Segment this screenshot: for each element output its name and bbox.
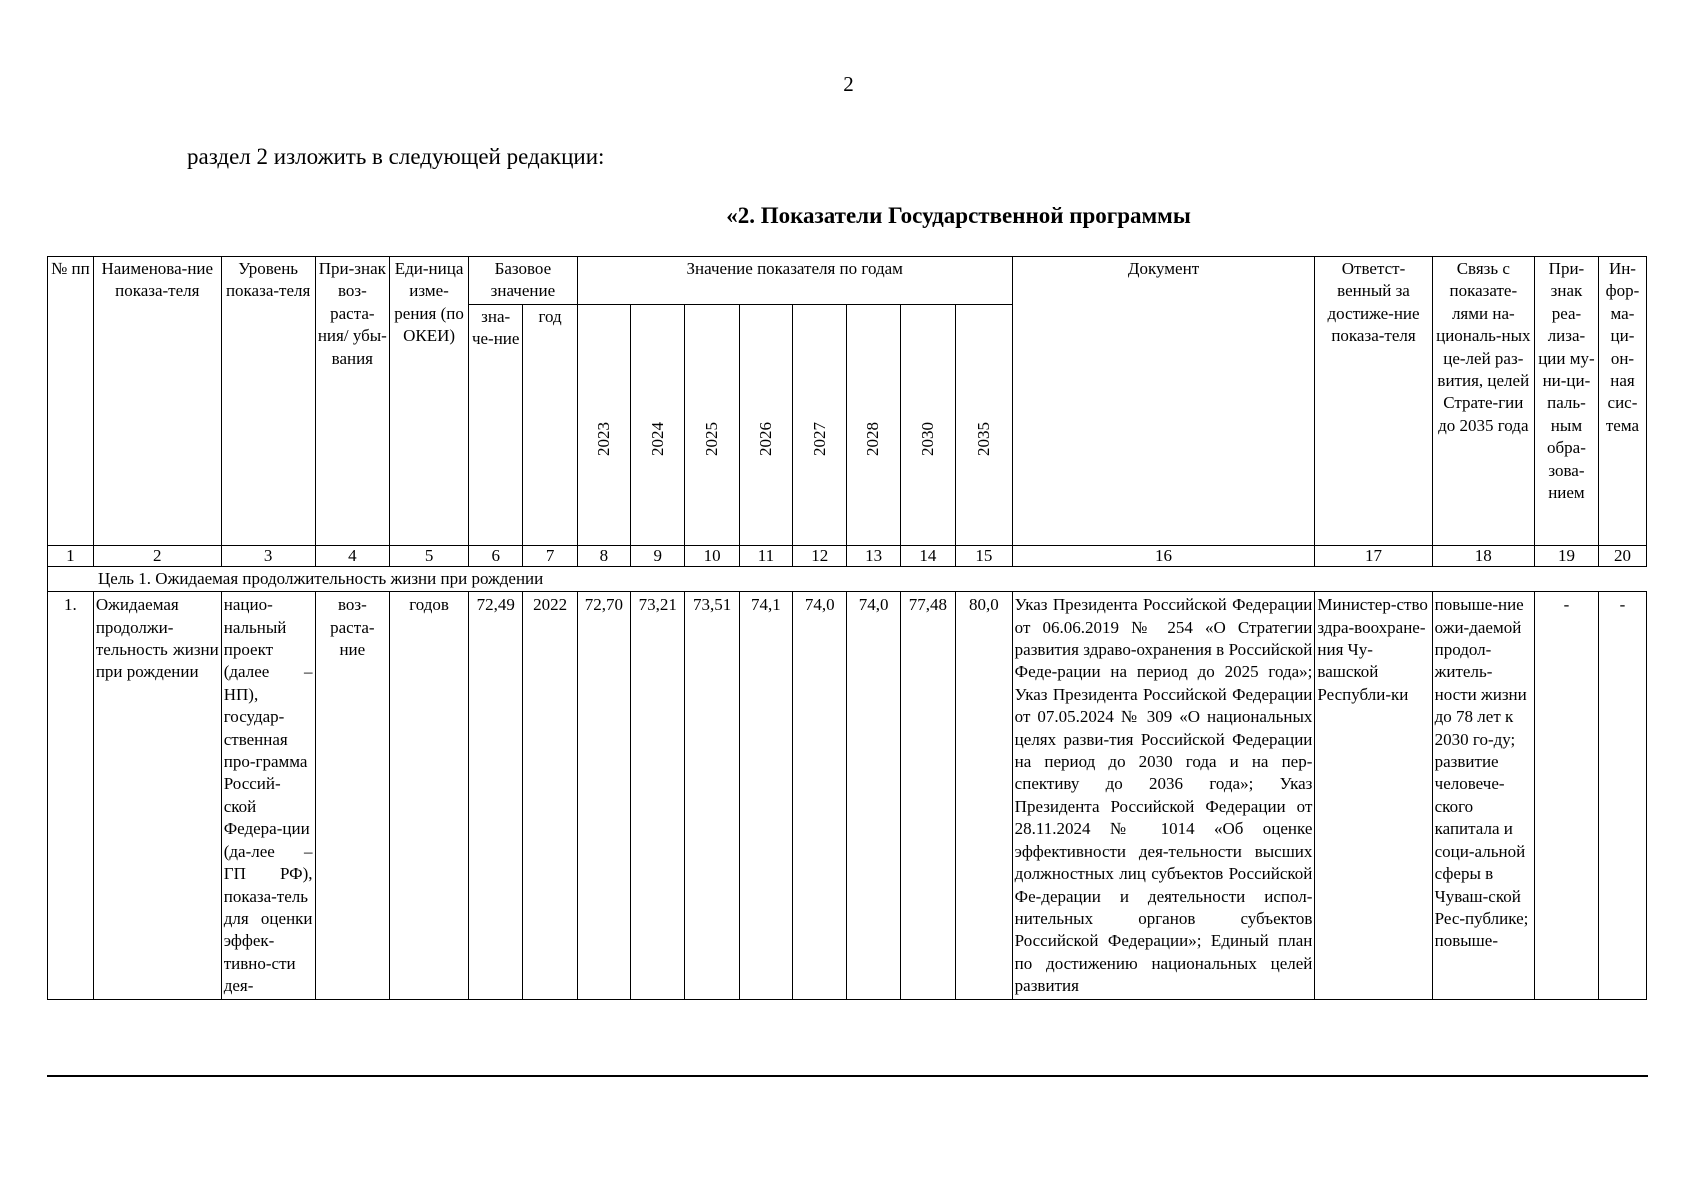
- column-number: 2: [93, 545, 221, 566]
- header-year-cell: [793, 304, 847, 545]
- header-year: 2028: [863, 422, 883, 457]
- header-col-municipal: При-знак реа-лиза-ции му-ни-ци-паль-ным обра-зова-нием: [1534, 257, 1598, 546]
- indicators-table-container: [47, 256, 1647, 1076]
- column-number: 8: [577, 545, 630, 566]
- column-number: 12: [793, 545, 847, 566]
- header-col-link: Связь с показате-лями на-циональ-ных це-лей раз-вития, целей Страте-гии до 2035 года: [1432, 257, 1534, 546]
- year-value: 77,48: [900, 592, 955, 999]
- header-year: 2024: [647, 422, 667, 457]
- header-col-num: № пп: [48, 257, 94, 546]
- year-value: 74,0: [793, 592, 847, 999]
- intro-text: раздел 2 изложить в следующей редакции:: [187, 144, 605, 169]
- year-value: 74,0: [847, 592, 900, 999]
- header-base-year: год: [523, 304, 577, 545]
- header-row-1: [48, 257, 1647, 305]
- column-number-row: [48, 545, 1647, 566]
- header-base-val: зна-че-ние: [469, 304, 523, 545]
- header-col-sign: При-знак воз-раста-ния/ убы-вания: [315, 257, 390, 546]
- header-year: 2030: [917, 422, 937, 457]
- base-value: 72,49: [469, 592, 523, 999]
- header-year-cell: [685, 304, 739, 545]
- year-value: 73,21: [631, 592, 685, 999]
- column-number: 1: [48, 545, 94, 566]
- column-number: 10: [685, 545, 739, 566]
- responsible-text: Министер-ство здра-воохране-ния Чу-вашской Республи-ки: [1315, 592, 1432, 999]
- document-text: Указ Президента Российской Федерации от 06.06.2019 № 254 «О Стратегии развития здраво-охранения в Российской Феде-рации на период до 2025 года»; Указ Президента Российской Федерации от 07.05.2024 № 309 «О национальных целях разви-тия Российской Федерации на период до 2030 года и на пер-спективу до 2036 года»; Указ Президента Российской Федерации от 28.11.2024 № 1014 «Об оценке эффективности дея-тельности высших должностных лиц субъектов Российской Фе-дерации и деятельности испол-нительных органов субъектов Российской Федерации»; Единый план по достижению национальных целей развития: [1012, 592, 1315, 999]
- column-number: 9: [631, 545, 685, 566]
- header-year: 2027: [809, 422, 829, 457]
- column-number: 20: [1598, 545, 1646, 566]
- header-base-value: Базовое значение: [469, 257, 578, 305]
- indicator-level: нацио-нальный проект (далее – НП), государ-ственная про-грамма Россий-ской Федера-ции (да-лее – ГП РФ), показа-тель для оценки эффек-тивно-сти дея-: [221, 592, 315, 999]
- row-number: 1.: [48, 592, 94, 999]
- column-number: 19: [1534, 545, 1598, 566]
- year-value: 80,0: [956, 592, 1013, 999]
- base-year: 2022: [523, 592, 577, 999]
- column-number: 13: [847, 545, 900, 566]
- indicators-table: [47, 256, 1647, 1000]
- column-number: 14: [900, 545, 955, 566]
- header-values-by-year: Значение показателя по годам: [577, 257, 1012, 305]
- column-number: 16: [1012, 545, 1315, 566]
- column-number: 17: [1315, 545, 1432, 566]
- table-row: [48, 592, 1647, 999]
- indicator-unit: годов: [390, 592, 469, 999]
- goal-row: [48, 566, 1647, 591]
- info-system: -: [1598, 592, 1646, 999]
- header-col-document: Документ: [1012, 257, 1315, 546]
- section-title: [0, 203, 1697, 229]
- header-year: 2025: [701, 422, 721, 457]
- header-col-unit: Еди-ница изме-рения (по ОКЕИ): [390, 257, 469, 546]
- column-number: 15: [956, 545, 1013, 566]
- column-number: 3: [221, 545, 315, 566]
- year-value: 74,1: [739, 592, 792, 999]
- column-number: 4: [315, 545, 390, 566]
- header-year: 2035: [973, 422, 993, 457]
- header-year: 2023: [593, 422, 613, 457]
- year-value: 73,51: [685, 592, 739, 999]
- column-number: 5: [390, 545, 469, 566]
- column-number: 18: [1432, 545, 1534, 566]
- national-goals-link: повыше-ние ожи-даемой продол-житель-ности жизни до 78 лет к 2030 го-ду; развитие человече-ского капитала и соци-альной сферы в Чуваш-ской Рес-публике; повыше-: [1432, 592, 1534, 999]
- indicator-name: Ожидаемая продолжи-тельность жизни при рождении: [93, 592, 221, 999]
- column-number: 7: [523, 545, 577, 566]
- header-col-level: Уровень показа-теля: [221, 257, 315, 546]
- header-col-info-system: Ин-фор-ма-ци-он-ная сис-тема: [1598, 257, 1646, 546]
- header-year-cell: [956, 304, 1013, 545]
- header-col-name: Наименова-ние показа-теля: [93, 257, 221, 546]
- header-col-responsible: Ответст-венный за достиже-ние показа-теля: [1315, 257, 1432, 546]
- indicator-sign: воз-раста-ние: [315, 592, 390, 999]
- year-value: 72,70: [577, 592, 630, 999]
- header-year: 2026: [755, 422, 775, 457]
- column-number: 11: [739, 545, 792, 566]
- section-title-text: «2. Показатели Государственной программы: [726, 203, 1191, 228]
- page-number: 2: [843, 72, 854, 96]
- table-bottom-border: [47, 1075, 1648, 1077]
- header-year-cell: [577, 304, 630, 545]
- header-year-cell: [847, 304, 900, 545]
- municipal-sign: -: [1534, 592, 1598, 999]
- header-year-cell: [739, 304, 792, 545]
- column-number: 6: [469, 545, 523, 566]
- header-year-cell: [631, 304, 685, 545]
- goal-title: Цель 1. Ожидаемая продолжительность жизни при рождении: [48, 566, 1647, 591]
- header-year-cell: [900, 304, 955, 545]
